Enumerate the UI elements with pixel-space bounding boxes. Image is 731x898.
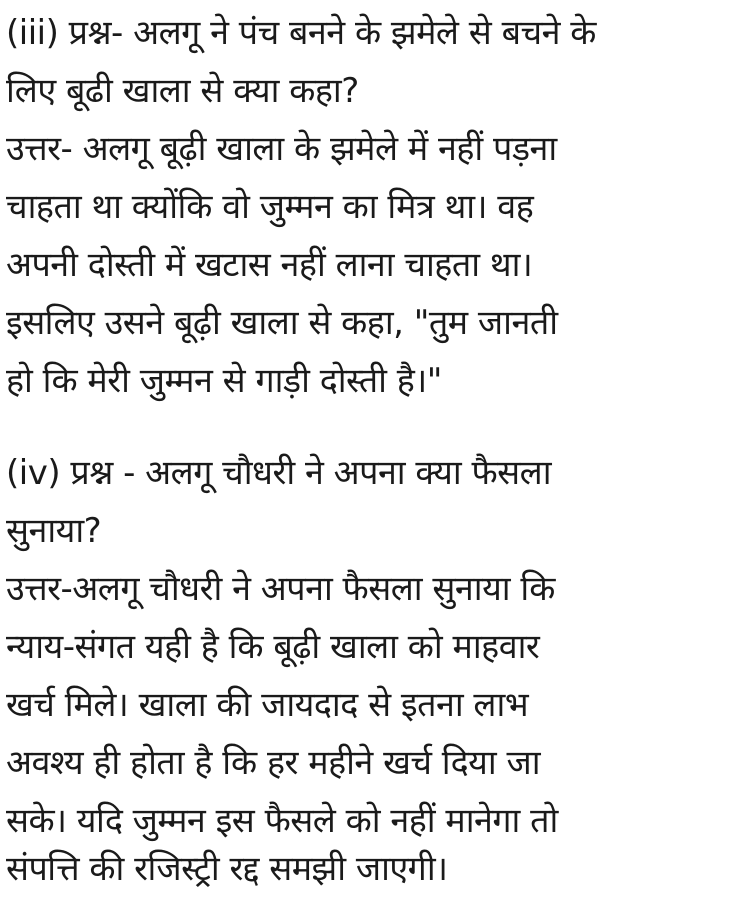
q3-question-line-1: (iii) प्रश्न- अलगू ने पंच बनने के झमेले से बचने के (6, 13, 596, 53)
q4-answer-line-6: संपत्ति की रजिस्ट्री रद्द समझी जाएगी। (6, 849, 448, 889)
q3-answer-line-4: इसलिए उसने बूढ़ी खाला से कहा, "तुम जानती (6, 303, 558, 343)
q4-answer-line-2: न्याय-संगत यही है कि बूढ़ी खाला को माहवार (6, 627, 540, 667)
q3-answer-line-5: हो कि मेरी जुम्मन से गाड़ी दोस्ती है।" (6, 361, 442, 401)
q3-answer-line-2: चाहता था क्योंकि वो जुम्मन का मित्र था। वह (6, 187, 534, 227)
q4-question-line-2: सुनाया? (6, 511, 102, 551)
q4-question-line-1: (iv) प्रश्न - अलगू चौधरी ने अपना क्या फैसला (6, 453, 552, 493)
q3-question-line-2: लिए बूढी खाला से क्या कहा? (6, 71, 359, 111)
q3-answer-line-3: अपनी दोस्ती में खटास नहीं लाना चाहता था। (6, 245, 533, 285)
q4-answer-line-3: खर्च मिले। खाला की जायदाद से इतना लाभ (6, 685, 529, 725)
document-page (6, 0, 728, 892)
q4-answer-line-5: सके। यदि जुम्मन इस फैसले को नहीं मानेगा तो (6, 801, 558, 841)
q4-answer-line-4: अवश्य ही होता है कि हर महीने खर्च दिया जा (6, 743, 541, 783)
q4-answer-line-1: उत्तर-अलगू चौधरी ने अपना फैसला सुनाया कि (6, 569, 555, 609)
q3-answer-line-1: उत्तर- अलगू बूढ़ी खाला के झमेले में नहीं पड़ना (6, 129, 557, 169)
